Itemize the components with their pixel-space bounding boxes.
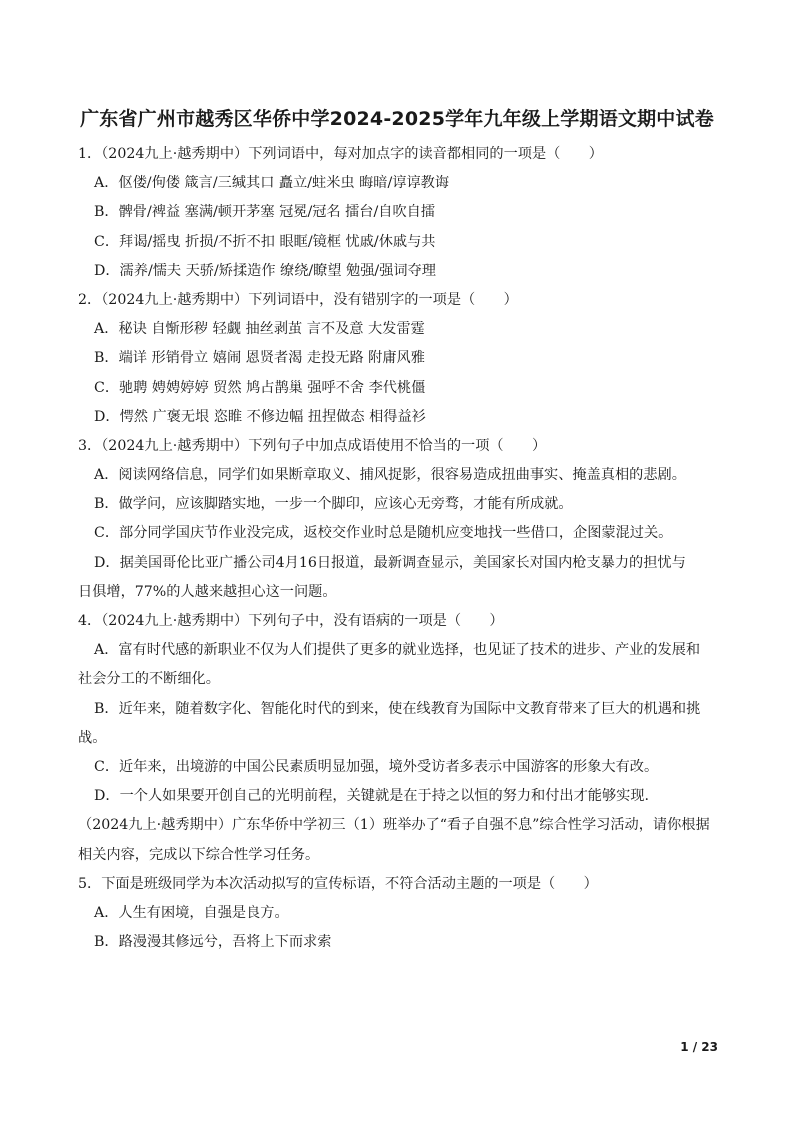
answer-option: A．富有时代感的新职业不仅为人们提供了更多的就业选择，也见证了技术的进步、产业的发展和 <box>94 642 701 659</box>
answer-option: C．部分同学国庆节作业没完成，返校交作业时总是随机应变地找一些借口，企图蒙混过关。 <box>94 525 673 542</box>
question-content <box>78 140 718 957</box>
answer-option: A．人生有困境，自强是良方。 <box>94 904 289 921</box>
answer-option: D．濡养/懦夫 天骄/矫揉造作 缭绕/瞭望 勉强/强词夺理 <box>94 262 436 279</box>
question-stem: 1．（2024九上·越秀期中）下列词语中，每对加点字的读音都相同的一项是（ ） <box>78 146 603 162</box>
answer-option: A．阅读网络信息，同学们如果断章取义、捕风捉影，很容易造成扭曲事实、掩盖真相的悲剧。 <box>94 467 686 484</box>
text-line: （2024九上·越秀期中）广东华侨中学初三（1）班举办了“看子自强不息”综合性学习活动，请你根据 <box>78 817 710 834</box>
question-stem: 4．（2024九上·越秀期中）下列句子中，没有语病的一项是（ ） <box>78 613 504 629</box>
answer-option: B．做学问，应该脚踏实地，一步一个脚印，应该心无旁骛，才能有所成就。 <box>94 496 573 513</box>
page-title: 广东省广州市越秀区华侨中学2024-2025学年九年级上学期语文期中试卷 <box>80 108 714 130</box>
text-line: 社会分工的不断细化。 <box>78 671 220 688</box>
answer-option: B．路漫漫其修远兮，吾将上下而求索 <box>94 934 332 951</box>
page-number: 1 / 23 <box>680 1040 718 1054</box>
text-line: 战。 <box>78 729 107 746</box>
answer-option: B．端详 形销骨立 嬉闹 恩贤者渴 走投无路 附庸风雅 <box>94 350 425 367</box>
answer-option: C．近年来，出境游的中国公民素质明显加强，境外受访者多表示中国游客的形象大有改。 <box>94 758 659 775</box>
answer-option: A．伛偻/佝偻 箴言/三缄其口 矗立/蛀米虫 晦暗/谆谆教诲 <box>94 175 450 192</box>
answer-option: A．秘诀 自惭形秽 轻觑 抽丝剥茧 言不及意 大发雷霆 <box>94 321 425 338</box>
answer-option: B．髀骨/裨益 塞满/顿开茅塞 冠冕/冠名 擂台/自吹自擂 <box>94 204 436 221</box>
answer-option: C．驰聘 娉娉婷婷 贸然 鸠占鹊巢 强呼不舍 李代桃僵 <box>94 379 426 396</box>
answer-option: D．据美国哥伦比亚广播公司4月16日报道，最新调查显示，美国家长对国内枪支暴力的担忧与 <box>94 554 686 571</box>
question-stem: 2．（2024九上·越秀期中）下列词语中，没有错别字的一项是（ ） <box>78 291 518 308</box>
text-line: 相关内容，完成以下综合性学习任务。 <box>78 846 320 863</box>
answer-option: C．拜谒/摇曳 折损/不折不扣 眼眶/镜框 忧戚/休戚与共 <box>94 233 436 250</box>
question-stem: 3．（2024九上·越秀期中）下列句子中加点成语使用不恰当的一项（ ） <box>78 437 547 454</box>
answer-option: D．一个人如果要开创自己的光明前程，关键就是在于持之以恒的努力和付出才能够实现. <box>94 788 650 805</box>
answer-option: D．愕然 广褒无垠 恣睢 不修边幅 扭捏做态 相得益衫 <box>94 408 426 425</box>
question-stem: 5．下面是班级同学为本次活动拟写的宣传标语，不符合活动主题的一项是（ ） <box>78 875 598 892</box>
answer-option: B．近年来，随着数字化、智能化时代的到来，使在线教育为国际中文教育带来了巨大的机遇和挑 <box>94 700 701 717</box>
text-line: 日俱增，77%的人越来越担心这一问题。 <box>78 583 337 600</box>
